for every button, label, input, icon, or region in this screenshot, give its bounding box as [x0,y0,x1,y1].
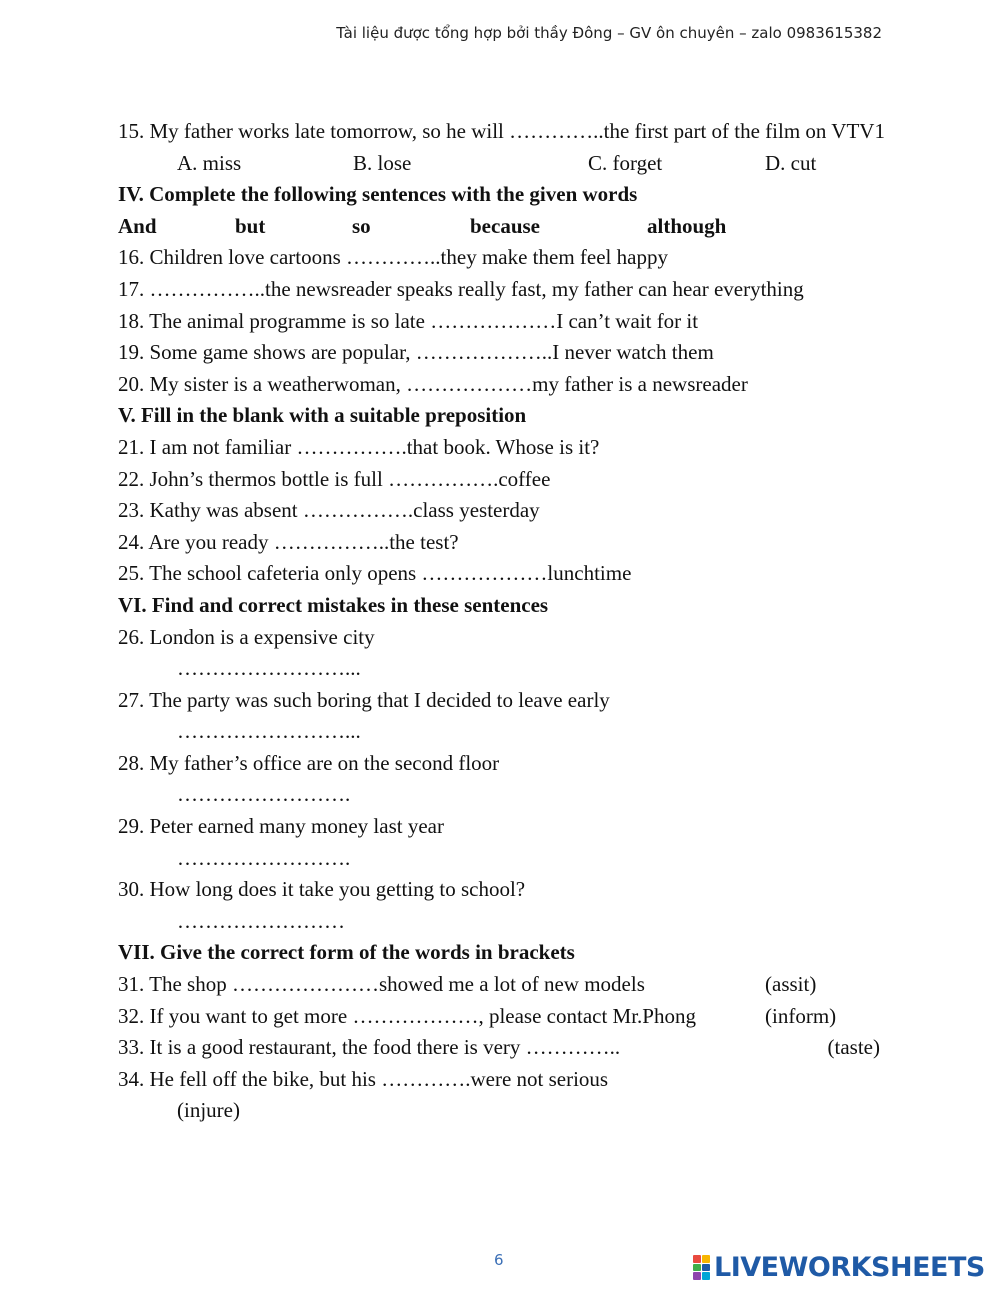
question-31-hint: (assit) [765,972,817,997]
document-header: Tài liệu được tổng hợp bởi thầy Đông – GV ôn chuyên – zalo 0983615382 [336,24,882,42]
question-17: 17. ……………..the newsreader speaks really fast, my father can hear everything [118,276,804,301]
question-23: 23. Kathy was absent …………….class yesterday [118,498,540,523]
word-bank-item: so [352,213,371,238]
question-27: 27. The party was such boring that I decided to leave early [118,687,610,712]
liveworksheets-logo-text: LIVEWORKSHEETS [714,1252,985,1283]
section-5-title: V. Fill in the blank with a suitable preposition [118,403,527,428]
option-c: C. forget [588,150,663,175]
question-15-options [118,148,888,180]
question-30: 30. How long does it take you getting to school? [118,877,526,902]
question-32-hint: (inform) [765,1003,837,1028]
option-d: D. cut [765,150,817,175]
question-34: 34. He fell off the bike, but his ………….were not serious [118,1066,609,1091]
question-26: 26. London is a expensive city [118,624,375,649]
question-33-hint: (taste) [827,1035,880,1060]
question-18: 18. The animal programme is so late ………………I can’t wait for it [118,308,699,333]
question-33-text: 33. It is a good restaurant, the food there is very ………….. [118,1035,621,1060]
question-29: 29. Peter earned many money last year [118,814,444,839]
liveworksheets-logo[interactable] [692,1252,985,1283]
section-7-title: VII. Give the correct form of the words in brackets [118,940,575,965]
option-b: B. lose [353,150,412,175]
answer-blank-26[interactable]: ……………………... [177,656,361,681]
question-15: 15. My father works late tomorrow, so he will …………..the first part of the film on VTV1 [118,119,885,143]
question-21: 21. I am not familiar …………….that book. Whose is it? [118,434,600,459]
answer-blank-28[interactable]: ……………………. [177,782,351,807]
question-16: 16. Children love cartoons …………..they make them feel happy [118,245,668,270]
answer-blank-30[interactable]: …………………… [177,908,345,933]
question-31-text: 31. The shop …………………showed me a lot of new models [118,972,645,997]
question-28: 28. My father’s office are on the second floor [118,750,500,775]
page-number: 6 [494,1251,504,1269]
option-a: A. miss [177,150,242,175]
word-bank-item: although [647,213,727,238]
question-24: 24. Are you ready ……………..the test? [118,529,459,554]
word-bank-item: because [470,213,540,238]
liveworksheets-logo-icon [692,1255,710,1281]
question-22: 22. John’s thermos bottle is full …………….coffee [118,466,551,491]
question-19: 19. Some game shows are popular, ………………..I never watch them [118,340,714,365]
section-4-title: IV. Complete the following sentences with the given words [118,182,638,207]
worksheet-content [118,116,888,1127]
question-32-text: 32. If you want to get more ………………, please contact Mr.Phong [118,1003,696,1028]
word-bank-item: but [235,213,266,238]
word-bank [118,211,888,243]
question-33 [118,1032,888,1064]
question-31 [118,969,888,1001]
section-6-title: VI. Find and correct mistakes in these sentences [118,592,549,617]
question-20: 20. My sister is a weatherwoman, ………………my father is a newsreader [118,371,748,396]
answer-blank-29[interactable]: ……………………. [177,845,351,870]
answer-blank-27[interactable]: ……………………... [177,719,361,744]
question-32 [118,1001,888,1033]
question-34-hint: (injure) [177,1098,240,1123]
question-25: 25. The school cafeteria only opens ………………lunchtime [118,561,632,586]
word-bank-item: And [118,213,157,238]
